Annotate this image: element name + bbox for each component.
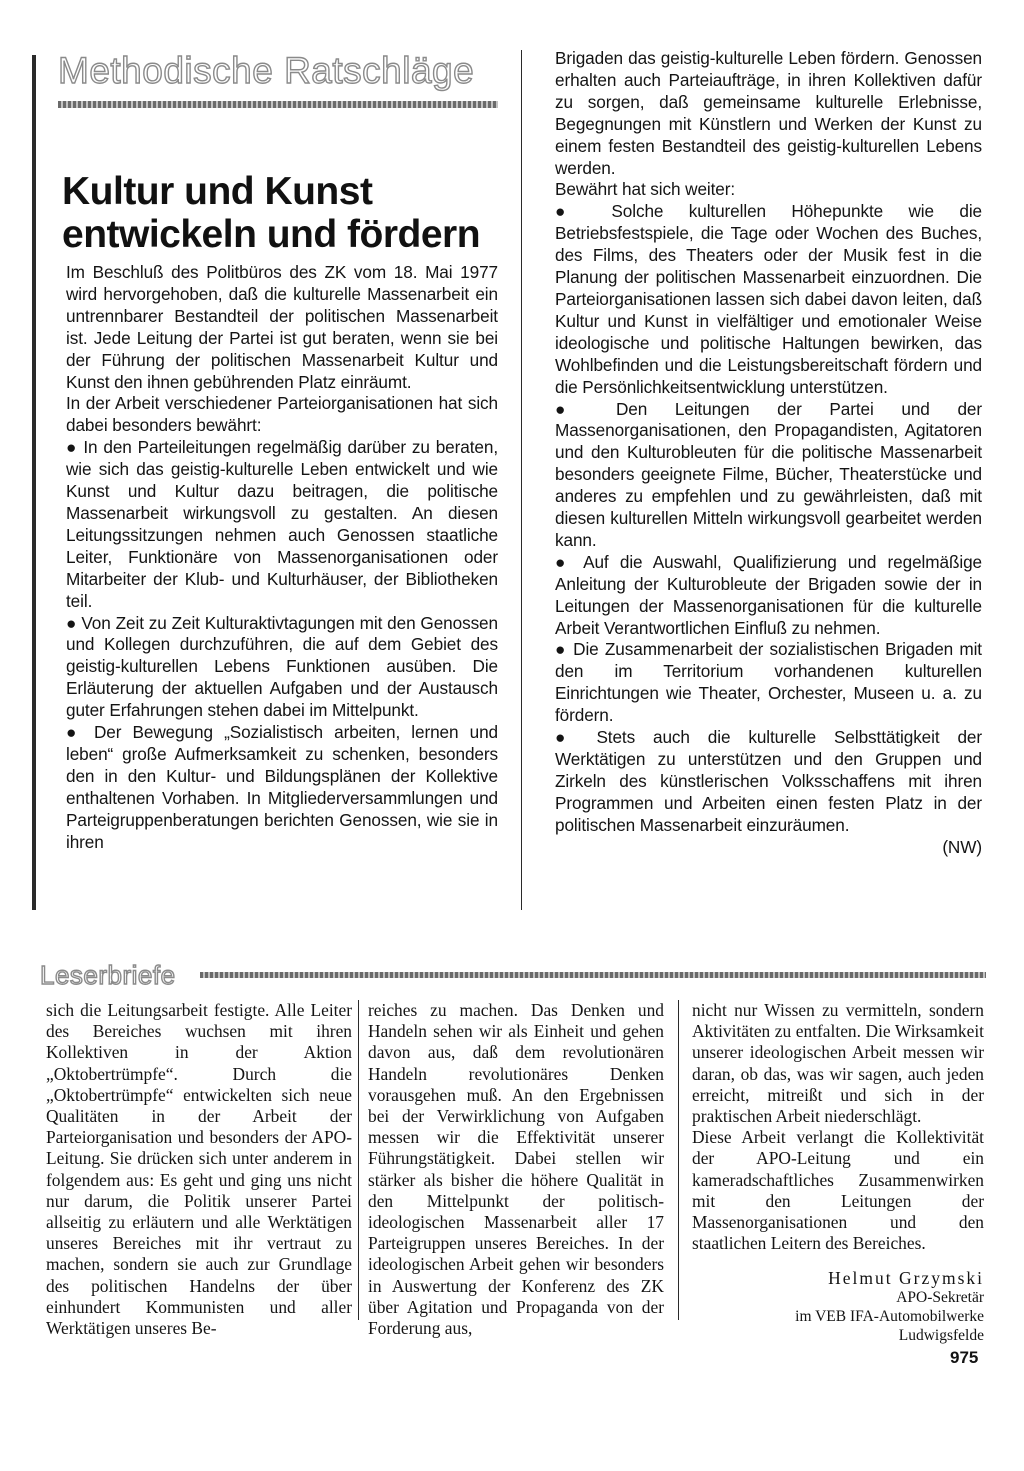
letters-column-2 [368,1000,664,1339]
signature-org: im VEB IFA-Automobilwerke [795,1308,984,1326]
article-column-1 [66,262,498,853]
signature-block [692,1268,984,1345]
article-bullet: ● In den Parteileitungen regelmäßig darüber zu beraten, wie sich das geistig-kulturelle Leben entwickelt und wie Kunst und Kultur dazu beitragen, die politische Massenarbeit wirkungsvoll zu gestalten. An diesen Leitungssitzungen nehmen auch Genossen staatliche Leiter, Funktionäre von Massenorganisationen oder Mitarbeiter der Klub- und Kulturhäuser, der Bibliotheken teil. [66,437,498,612]
signature-name: Helmut Grzymski [828,1268,984,1289]
article-bullet: ● Von Zeit zu Zeit Kulturaktivtagungen mit den Genossen und Kollegen durchzuführen, die auf dem Gebiet des geistig-kulturellen Lebens Funktionen ausüben. Die Erläuterung der aktuellen Aufgaben und der Austausch guter Erfahrungen stehen dabei im Mittelpunkt. [66,613,498,723]
headline-line-1: Kultur und Kunst [62,170,373,213]
letters-column-3 [692,1000,984,1345]
column-divider [521,50,522,910]
signature-role: APO-Sekretär [896,1289,984,1307]
article-column-2 [555,48,982,859]
article-paragraph: Im Beschluß des Politbüros des ZK vom 18. Mai 1977 wird hervorgehoben, daß die kulturelle Massenarbeit ein untrennbarer Bestandteil der politischen Massenarbeit ist. Jede Leitung der Partei ist gut beraten, wenn sie bei der Führung der politischen Massenarbeit Kultur und Kunst den ihnen gebührenden Platz einräumt. [66,262,498,392]
article-bullet: ● Stets auch die kulturelle Selbsttätigkeit der Werktätigen zu unterstützen und den Gruppen und Zirkeln des künstlerischen Volksschaffens mit ihren Programmen und Arbeiten einen festen Platz in der politischen Massenarbeit einzuräumen. [555,727,982,837]
article-bullet: ● Solche kulturellen Höhepunkte wie die Betriebsfestspiele, die Tage oder Wochen des Buches, des Films, des Theaters oder der Musik fest in die Planung der politischen Massenarbeit einzuordnen. Die Parteiorganisationen lassen sich dabei davon leiten, daß Kultur und Kunst in vielfältiger und emotionaler Weise ideologische und politische Haltungen bewirken, das Wohlbefinden und die Leistungsbereitschaft fördern und die Persönlichkeitsentwicklung unterstützen. [555,201,982,398]
article-paragraph: Brigaden das geistig-kulturelle Leben fördern. Genossen erhalten auch Parteiaufträge, in ihren Kollektiven dafür zu sorgen, daß gemeinsame kulturelle Erlebnisse, Begegnungen mit Künstlern und Werken der Kunst zu einem festen Bestandteil des geistig-kulturellen Lebens werden. [555,48,982,178]
article-bullet: ● Auf die Auswahl, Qualifizierung und regelmäßige Anleitung der Kulturobleute der Brigaden sowie der in Leitungen der Massenorganisationen für die kulturelle Arbeit Verantwortlichen Einfluß zu nehmen. [555,552,982,640]
article-paragraph: In der Arbeit verschiedener Parteiorganisationen hat sich dabei besonders bewährt: [66,393,498,436]
headline-line-2: entwickeln und fördern [62,213,481,256]
letters-divider-2 [678,1000,679,1320]
article-bullet: ● Der Bewegung „Sozialistisch arbeiten, lernen und leben“ große Aufmerksamkeit zu schenken, besonders den in den Kultur- und Bildungsplänen der Kollektive enthaltenen Vorhaben. In Mitgliederversammlungen und Parteigruppenberatungen berichten Genossen, wie sie in ihren [66,722,498,853]
letters-section-label: Leserbriefe [40,960,176,990]
letter-paragraph: Diese Arbeit verlangt die Kollektivität der APO-Leitung und ein kameradschaftliches Zusammenwirken mit den Leitungen der Massenorganisationen und den staatlichen Leitern des Bereiches. [692,1127,984,1254]
page-number: 975 [950,1348,979,1367]
letter-paragraph: sich die Leitungsarbeit festigte. Alle Leiter des Bereiches wuchsen mit ihren Kollektiven in der Aktion „Oktobertrümpfe“. Durch die „Oktobertrümpfe“ entwickelten sich neue Qualitäten in der Arbeit der Parteiorganisation und besonders der APO-Leitung. Sie drücken sich unter anderem in folgendem aus: Es geht und ging uns nicht nur darum, die Politik unserer Partei allseitig zu erläutern und alle Werktätigen unseres Bereiches mit ihr vertraut zu machen, sondern sie auch zur Grundlage des politischen Handelns der über einhundert Kommunisten und aller Werktätigen unseres Be- [46,1000,352,1339]
article-bullet: ● Den Leitungen der Partei und der Massenorganisationen, den Propagandisten, Agitatoren und den Kulturobleuten für die politische Massenarbeit besonders geeignete Filme, Bücher, Theaterstücke und anderes zu empfehlen und zu gewährleisten, daß mit diesen kulturellen Mitteln wirkungsvoll gearbeitet werden kann. [555,399,982,552]
left-margin-bar [32,55,36,910]
signature-place: Ludwigsfelde [898,1326,984,1344]
article-headline [62,170,522,256]
letters-divider-1 [358,1000,359,1320]
letter-paragraph: reiches zu machen. Das Denken und Handeln sehen wir als Einheit und gehen davon aus, daß dem revolutionären Handeln revolutionäres Denken vorausgehen muß. An den Ergebnissen bei der Verwirklichung von Aufgaben messen wir die Effektivität unserer Führungstätigkeit. Dabei stellen wir stärker als bisher die höhere Qualität in den Mittelpunkt der politisch-ideologischen Massenarbeit aller 17 Parteigruppen unseres Bereiches. In der ideologischen Arbeit gehen wir besonders in Auswertung der Konferenz des ZK über Agitation und Propaganda von der Forderung aus, [368,1000,664,1339]
section-label: Methodische Ratschläge [58,50,475,91]
section-label-rule [58,101,498,108]
letters-column-1 [46,1000,352,1339]
letter-paragraph: nicht nur Wissen zu vermitteln, sondern Aktivitäten zu entfalten. Die Wirksamkeit unserer ideologischen Arbeit messen wir daran, ob das, was wir sagen, auch jeden erreicht, mitreißt und sich in der praktischen Arbeit niederschlägt. [692,1000,984,1127]
letters-section-rule [200,972,986,978]
article-bullet: ● Die Zusammenarbeit der sozialistischen Brigaden mit den im Territorium vorhandenen kulturellen Einrichtungen wie Theater, Orchester, Museen u. a. zu fördern. [555,639,982,727]
article-paragraph: Bewährt hat sich weiter: [555,179,736,200]
author-tag: (NW) [942,836,982,857]
